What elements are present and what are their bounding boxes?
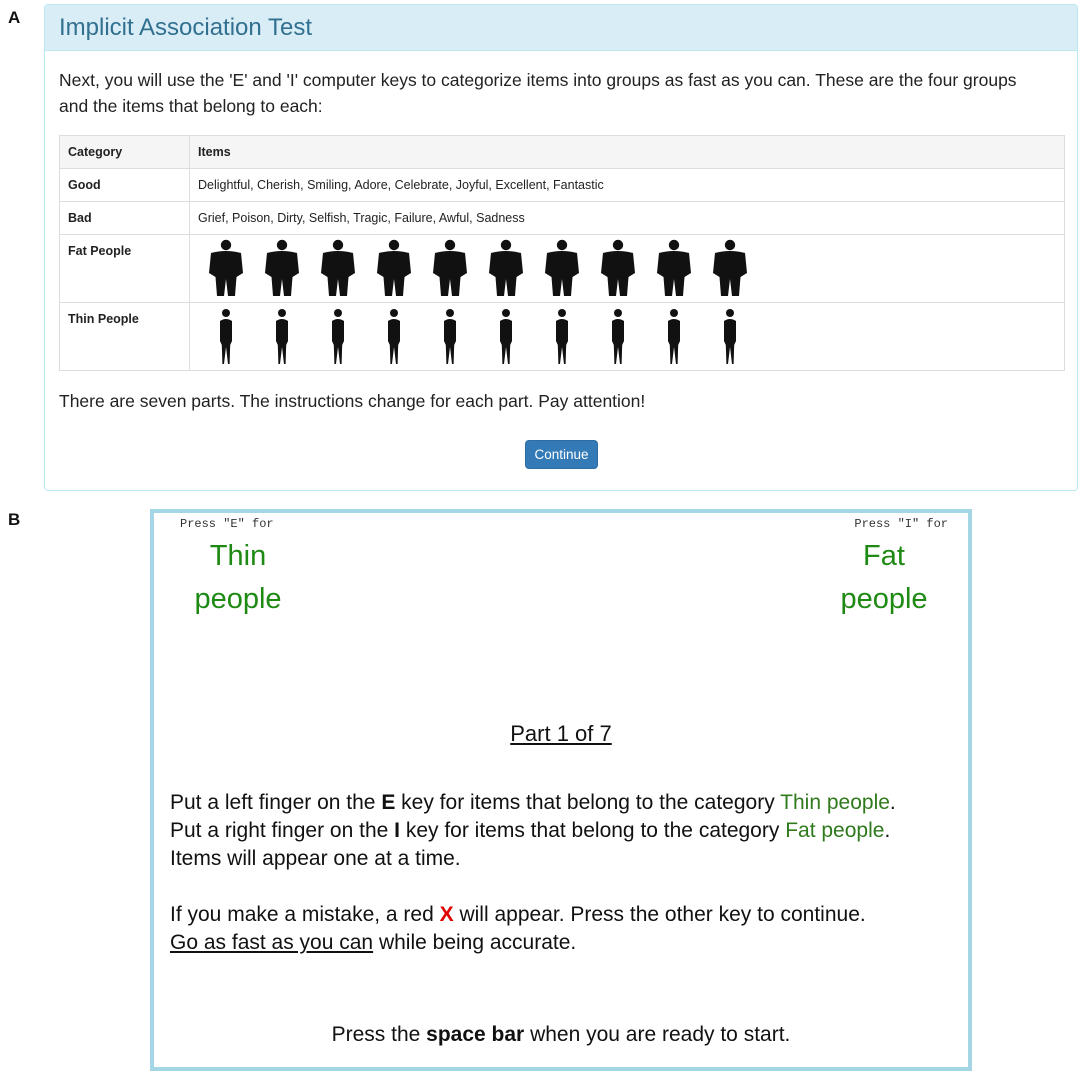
instruction-right-finger: Put a right finger on the I key for items that belong to the category Fat people.: [170, 819, 891, 842]
items-fat-people: [190, 235, 1065, 303]
instruction-speed: Go as fast as you can while being accurate.: [170, 931, 577, 954]
right-category-label: [794, 535, 974, 621]
left-category-line2: people: [194, 583, 282, 615]
fat-person-silhouette: [534, 239, 590, 297]
fat-person-silhouette: [646, 239, 702, 297]
fat-person-silhouette: [422, 239, 478, 297]
fat-person-silhouette: [590, 239, 646, 297]
thin-person-silhouette: [590, 307, 646, 365]
instruction-one-at-a-time: Items will appear one at a time.: [170, 847, 461, 870]
instruction-mistake: If you make a mistake, a red X will appear. Press the other key to continue.: [170, 903, 866, 926]
instruction-left-finger: Put a left finger on the E key for items that belong to the category Thin people.: [170, 791, 896, 814]
items-bad: Grief, Poison, Dirty, Selfish, Tragic, Failure, Awful, Sadness: [190, 202, 1065, 235]
header-items: Items: [190, 136, 1065, 169]
items-thin-people: [190, 303, 1065, 371]
intro-text: Next, you will use the 'E' and 'I' computer keys to categorize items into groups as fast as you can. These are the four groups and the items that belong to each:: [59, 70, 1017, 116]
right-key-prompt: Press "I" for: [854, 517, 948, 531]
fat-person-silhouette: [478, 239, 534, 297]
part-heading: Part 1 of 7: [510, 721, 612, 746]
fat-person-silhouette: [366, 239, 422, 297]
red-x-mark: X: [439, 903, 454, 926]
iat-instructions-panel: [44, 4, 1078, 491]
thin-person-silhouette: [478, 307, 534, 365]
left-category-label: [148, 535, 328, 621]
table-row: [60, 202, 1065, 235]
thin-person-silhouette: [534, 307, 590, 365]
category-table: [59, 135, 1065, 371]
left-category-line1: Thin: [209, 540, 267, 572]
thin-person-silhouette: [646, 307, 702, 365]
thin-person-silhouette: [254, 307, 310, 365]
panel-label-b: B: [8, 510, 21, 529]
category-bad: Bad: [60, 202, 190, 235]
left-key-prompt: Press "E" for: [180, 517, 274, 531]
start-prompt: Press the space bar when you are ready to start.: [331, 1023, 791, 1046]
panel-label-a: A: [8, 8, 21, 27]
header-category: Category: [60, 136, 190, 169]
category-good: Good: [60, 169, 190, 202]
continue-button[interactable]: Continue: [525, 440, 598, 469]
page-title: Implicit Association Test: [59, 14, 312, 41]
thin-person-silhouette: [366, 307, 422, 365]
fat-person-silhouette: [254, 239, 310, 297]
instructions: [170, 789, 960, 957]
thin-person-silhouette: [702, 307, 758, 365]
table-row: [60, 235, 1065, 303]
fat-person-silhouette: [198, 239, 254, 297]
panel-header: [45, 5, 1077, 51]
category-fat-people: Fat People: [60, 235, 190, 303]
thin-person-silhouette: [310, 307, 366, 365]
table-row: [60, 169, 1065, 202]
items-good: Delightful, Cherish, Smiling, Adore, Celebrate, Joyful, Excellent, Fantastic: [190, 169, 1065, 202]
right-category-line1: Fat: [863, 540, 905, 572]
thin-person-silhouette: [422, 307, 478, 365]
table-row: [60, 303, 1065, 371]
fat-person-silhouette: [310, 239, 366, 297]
thin-person-silhouette: [198, 307, 254, 365]
fat-person-silhouette: [702, 239, 758, 297]
right-category-line2: people: [840, 583, 928, 615]
parts-notice: There are seven parts. The instructions change for each part. Pay attention!: [59, 391, 646, 411]
category-thin-people: Thin People: [60, 303, 190, 371]
iat-part-screen: [150, 509, 972, 1071]
